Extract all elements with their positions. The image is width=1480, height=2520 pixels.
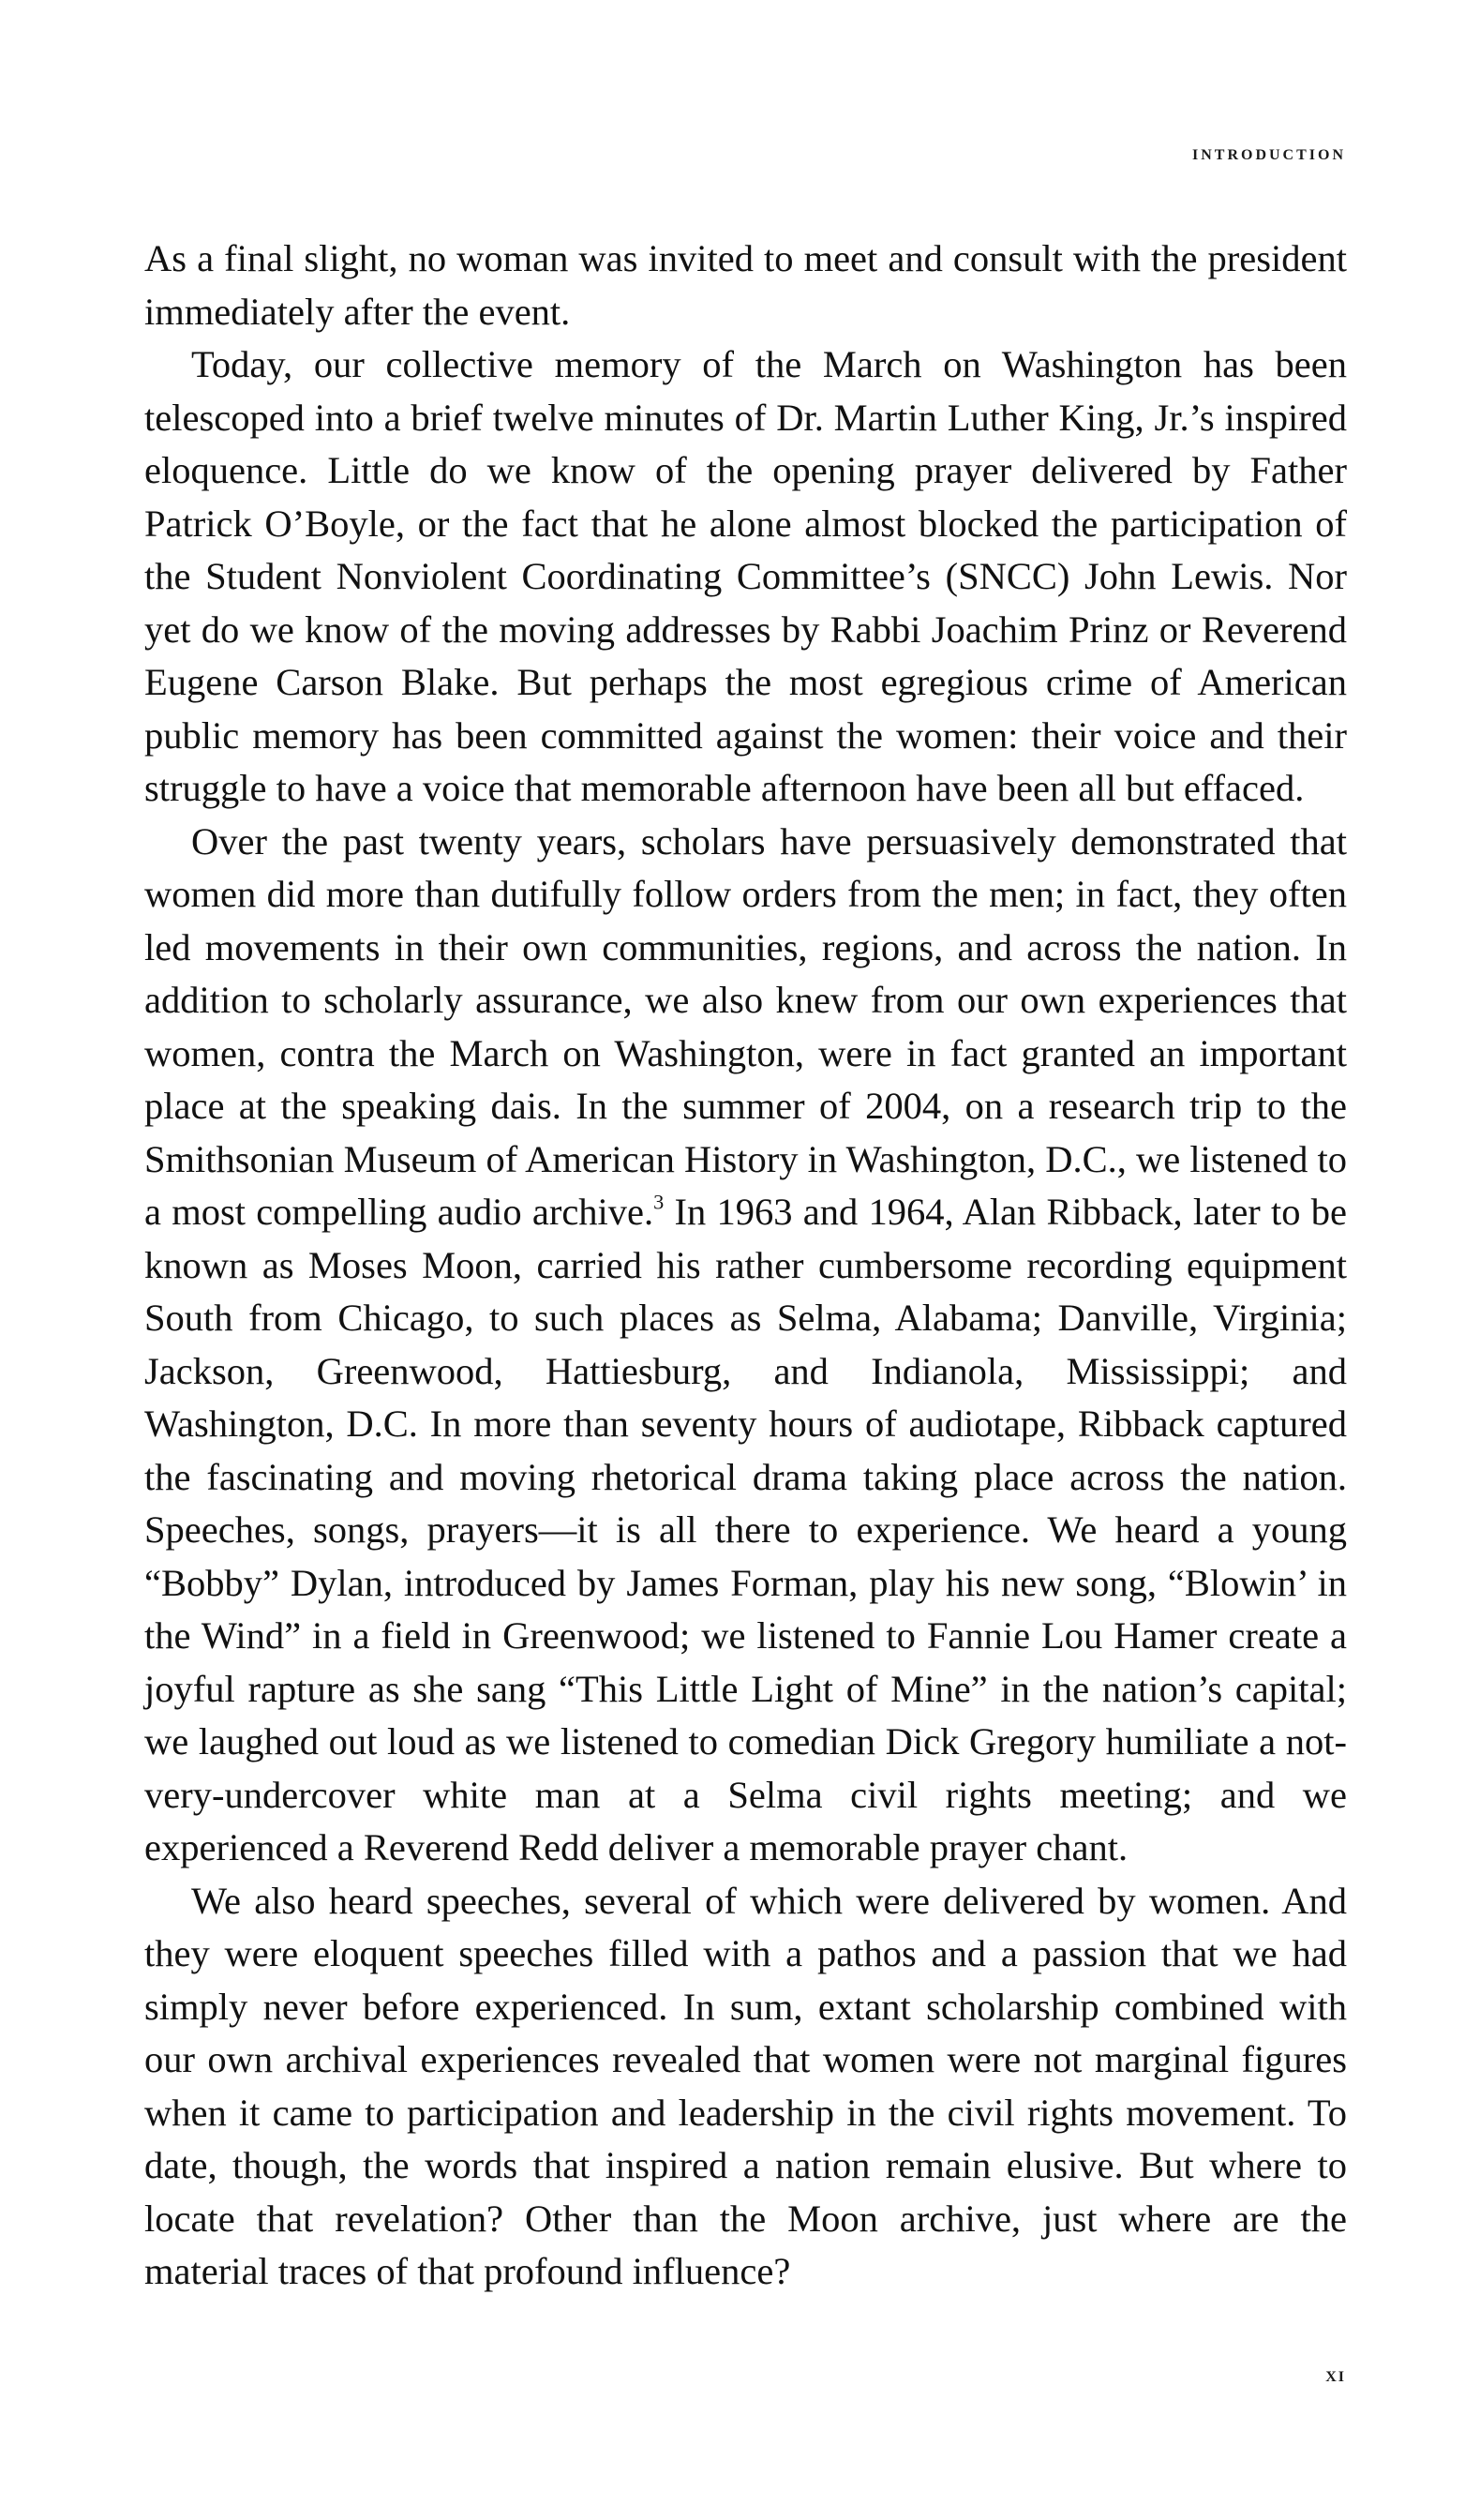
paragraph-1: As a final slight, no woman was invited to meet and consult with the president immediately after the event. [144, 237, 1347, 333]
paragraph-3-text-after-note: In 1963 and 1964, Alan Ribback, later to be known as Moses Moon, carried his rather cumbersome recording equipment South from Chicago, to such places as Selma, Alabama; Danville, Virginia; Jackson, Greenwood, Hattiesburg, and Indianola, Mississippi; and Washington, D.C. In more than seventy hours of audiotape, Ribback captured the fascinating and moving rhetorical drama taking place across the nation. Speeches, songs, prayers—it is all there to experience. We heard a young “Bobby” Dylan, introduced by James Forman, play his new song, “Blowin’ in the Wind” in a field in Greenwood; we listened to Fannie Lou Hamer create a joyful rapture as she sang “This Little Light of Mine” in the nation’s capital; we laughed out loud as we listened to comedian Dick Gregory humiliate a not-very-undercover white man at a Selma civil rights meeting; and we experienced a Reverend Redd deliver a memorable prayer chant. [144, 1191, 1347, 1868]
paragraph-3-text-before-note: Over the past twenty years, scholars have persuasively demonstrated that women did more than dutifully follow orders from the men; in fact, they often led movements in their own communities, regions, and across the nation. In addition to scholarly assurance, we also knew from our own experiences that women, contra the March on Washington, were in fact granted an important place at the speaking dais. In the summer of 2004, on a research trip to the Smithsonian Museum of American History in Washington, D.C., we listened to a most compelling audio archive. [144, 819, 1347, 1233]
paragraph-3 [144, 816, 1347, 1875]
running-head: introduction [1191, 141, 1346, 164]
page-number: xi [1325, 2362, 1346, 2386]
footnote-reference-3: 3 [653, 1190, 665, 1214]
body-text [144, 232, 1347, 2299]
paragraph-2: Today, our collective memory of the March on Washington has been telescoped into a brief twelve minutes of Dr. Martin Luther King, Jr.’s inspired eloquence. Little do we know of the opening prayer delivered by Father Patrick O’Boyle, or the fact that he alone almost blocked the participation of the Student Nonviolent Coordinating Committee’s (SNCC) John Lewis. Nor yet do we know of the moving addresses by Rabbi Joachim Prinz or Reverend Eugene Carson Blake. But perhaps the most egregious crime of American public memory has been committed against the women: their voice and their struggle to have a voice that memorable afternoon have been all but effaced. [144, 343, 1347, 809]
paragraph-4: We also heard speeches, several of which were delivered by women. And they were eloquent speeches filled with a pathos and a passion that we had simply never before experienced. In sum, extant scholarship combined with our own archival experiences revealed that women were not marginal figures when it came to participation and leadership in the civil rights movement. To date, though, the words that inspired a nation remain elusive. But where to locate that revelation? Other than the Moon archive, just where are the material traces of that profound influence? [144, 1879, 1347, 2292]
